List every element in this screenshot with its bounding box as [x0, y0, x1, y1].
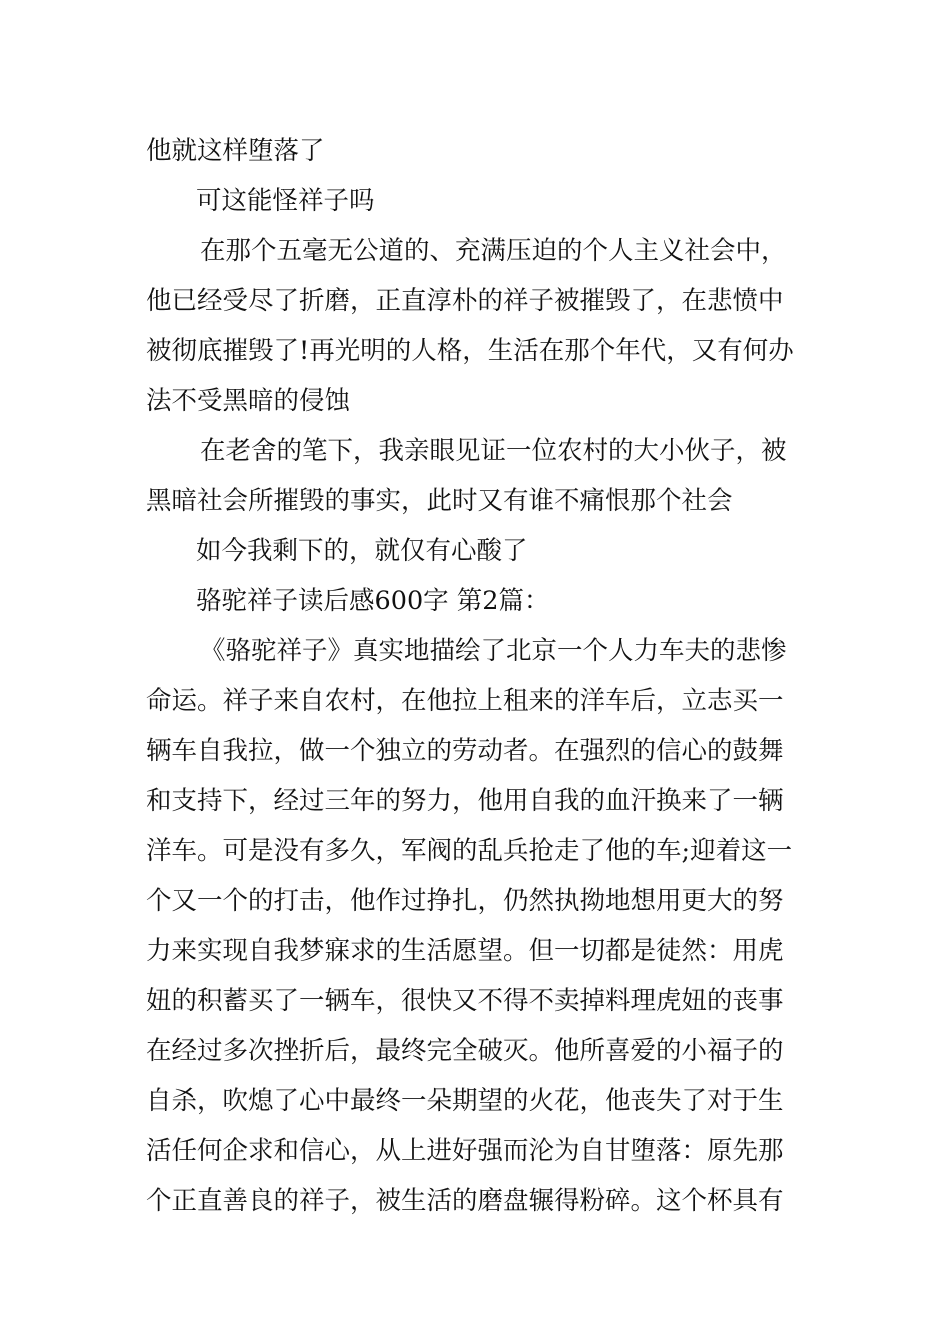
- text-line: 他已经受尽了折磨，正直淳朴的祥子被摧毁了，在悲愤中: [146, 286, 784, 316]
- text-line: 辆车自我拉，做一个独立的劳动者。在强烈的信心的鼓舞: [146, 736, 784, 766]
- text-line: 被彻底摧毁了!再光明的人格，生活在那个年代，又有何办: [146, 336, 794, 366]
- text-line: 和支持下，经过三年的努力，他用自我的血汗换来了一辆: [146, 786, 784, 816]
- text-line: 妞的积蓄买了一辆车，很快又不得不卖掉料理虎妞的丧事: [146, 986, 784, 1016]
- text-line: 命运。祥子来自农村，在他拉上租来的洋车后，立志买一: [146, 686, 784, 716]
- text-line: 他就这样堕落了: [146, 136, 325, 166]
- section-heading: 骆驼祥子读后感600字 第2篇：: [196, 586, 550, 616]
- text-line: 在经过多次挫折后，最终完全破灭。他所喜爱的小福子的: [146, 1036, 784, 1066]
- text-line: 个正直善良的祥子，被生活的磨盘辗得粉碎。这个杯具有: [146, 1186, 784, 1216]
- text-line: 自杀，吹熄了心中最终一朵期望的火花，他丧失了对于生: [146, 1086, 784, 1116]
- text-line: 黑暗社会所摧毁的事实，此时又有谁不痛恨那个社会: [146, 486, 733, 516]
- text-line: 可这能怪祥子吗: [196, 186, 375, 216]
- text-line: 在老舍的笔下，我亲眼见证一位农村的大小伙子，被: [200, 436, 787, 466]
- text-line: 法不受黑暗的侵蚀: [146, 386, 351, 416]
- text-line: 《骆驼祥子》真实地描绘了北京一个人力车夫的悲惨: [200, 636, 787, 666]
- text-line: 如今我剩下的，就仅有心酸了: [196, 536, 528, 566]
- text-line: 个又一个的打击，他作过挣扎，仍然执拗地想用更大的努: [146, 886, 784, 916]
- text-line: 洋车。可是没有多久，军阀的乱兵抢走了他的车;迎着这一: [146, 836, 793, 866]
- text-line: 活任何企求和信心，从上进好强而沦为自甘堕落：原先那: [146, 1136, 784, 1166]
- text-line: 力来实现自我梦寐求的生活愿望。但一切都是徒然：用虎: [146, 936, 784, 966]
- text-line: 在那个五毫无公道的、充满压迫的个人主义社会中，: [200, 236, 787, 266]
